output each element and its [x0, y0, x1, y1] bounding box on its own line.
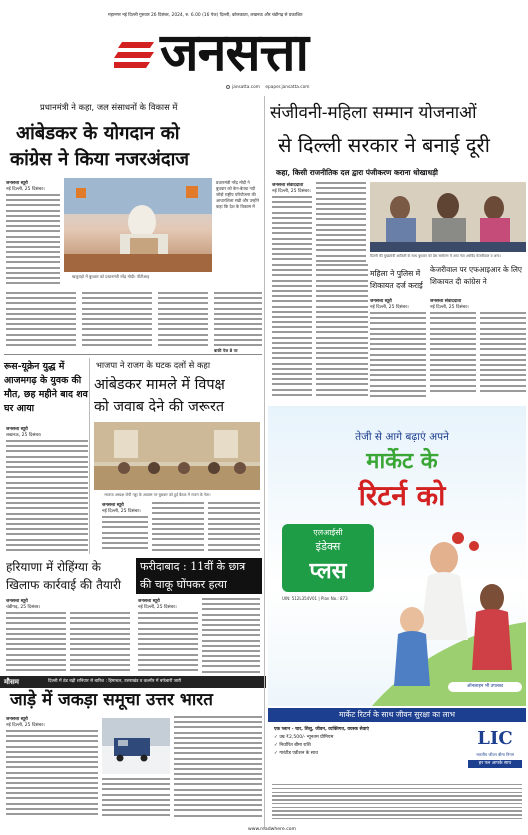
- story-haryana: [4, 558, 132, 676]
- ad-partner: ऑनलाइन भी उपलब्ध: [448, 682, 522, 692]
- story5-headline: रूस-यूक्रेन युद्ध में आजमगढ़ के युवक की मौत, छह महीने बाद शव घर आया: [4, 361, 88, 414]
- dateline-text: महानगर नई दिल्ली गुरुवार 26 दिसंबर, 2024, रु. 6.00 (16 पेज) दिल्ली, कोलकाता, लखनऊ और चंडीगढ़ से प्रकाशित: [108, 13, 303, 18]
- story4-body-col1: [430, 312, 476, 396]
- weather-body-col1: [6, 730, 98, 820]
- story5-byline: जनसत्ता ब्यूरो: [6, 427, 28, 432]
- ad-line2: मार्केट के: [366, 448, 438, 474]
- weather-headline: जाड़े में जकड़ा समूचा उत्तर भारत: [10, 690, 213, 710]
- masthead-title: जनसत्ता: [160, 23, 308, 83]
- benefit-1: एक प्लान - चार, शिशु, जीवन, व्यक्तिगत, वयस्क सेवाएं: [274, 727, 369, 732]
- story1-kicker: प्रधानमंत्री ने कहा, जल संसाधनों के विकास में: [40, 102, 178, 112]
- story6-headline-1: आंबेडकर मामले में विपक्ष: [94, 377, 225, 393]
- story1-body-col3: [82, 292, 152, 350]
- lic-logo: [468, 728, 522, 778]
- weather-strap: दिल्ली में ठंड बढ़ी शनिवार से बारिश : हिमाचल, उत्तराखंड व कश्मीर में बर्फबारी जारी: [48, 679, 182, 684]
- weather-dateline: नई दिल्ली, 25 दिसंबर।: [6, 723, 45, 728]
- story1-dateline: नई दिल्ली, 25 दिसंबर।: [6, 187, 45, 192]
- story7-body-col1: [6, 612, 66, 674]
- benefit-2: ✓ उम्र ₹2,500/- न्यूनतम प्रीमियम: [274, 735, 334, 740]
- story4-byline: जनसत्ता संवाददाता: [430, 299, 462, 304]
- story7-body-col2: [70, 612, 130, 674]
- ad-family-photo: [372, 510, 526, 706]
- story6-body-col2: [152, 502, 204, 552]
- ad-disclaimer: [272, 784, 522, 826]
- story7-headline-1: हरियाणा में रोहिंग्या के: [6, 560, 102, 574]
- story5-dateline: लखनऊ, 25 दिसंबर।: [6, 433, 42, 438]
- divider: [4, 354, 262, 355]
- ad-strip: [268, 708, 526, 722]
- weather-body-col2: [102, 778, 170, 820]
- story2-body-col3: [316, 264, 368, 404]
- story6-dateline: नई दिल्ली, 25 दिसंबर।: [102, 509, 141, 514]
- story8-body-col1: [138, 612, 198, 674]
- story1-byline: जनसत्ता ब्यूरो: [6, 181, 28, 186]
- logo-flag-icon: [114, 36, 164, 76]
- story-woman-complaint: [370, 268, 426, 402]
- story6-kicker: भाजपा ने राजग के घटक दलों से कहा: [96, 360, 211, 370]
- story8-headline-1: फरीदाबाद : 11वीं के छात्र: [140, 560, 246, 573]
- story6-photo: [94, 422, 260, 490]
- weather-byline: जनसत्ता ब्यूरो: [6, 717, 28, 722]
- story7-headline-2: खिलाफ कार्रवाई की तैयारी: [6, 578, 122, 592]
- story2-headline-1: संजीवनी-महिला सम्मान योजनाओं: [270, 103, 477, 123]
- story2-dateline: नई दिल्ली, 25 दिसंबर।: [272, 189, 311, 194]
- story4-dateline: नई दिल्ली, 25 दिसंबर।: [430, 305, 469, 310]
- weather-body-col3: [174, 716, 262, 820]
- ad-uin: UIN: 512L354V01 | Plan No.: 873: [282, 596, 348, 601]
- lic-advertisement[interactable]: [268, 406, 526, 828]
- story2-body-col1: [272, 196, 312, 262]
- story2-byline: जनसत्ता संवाददाता: [272, 183, 304, 188]
- story-congress-fir: [430, 264, 528, 404]
- story6-caption: भाजपा अध्यक्ष जेपी नड्डा के आवास पर बुधवार को हुई बैठक में राजग के नेता।: [104, 492, 211, 497]
- ad-badge: [282, 524, 374, 592]
- divider: [89, 358, 90, 554]
- ad-line3: रिटर्न को: [358, 479, 446, 512]
- weather-tag: मौसम: [4, 678, 19, 686]
- story6-headline-2: को जवाब देने की जरूरत: [94, 399, 225, 415]
- story-russia-ukraine: [4, 358, 88, 558]
- weather-strip: [0, 676, 266, 688]
- website-line: [232, 85, 372, 91]
- story3-dateline: नई दिल्ली, 25 दिसंबर।: [370, 305, 409, 310]
- story2-caption: दिल्ली की मुख्यमंत्री आतिशी के साथ बुधवार को प्रेस सम्मेलन में आप नेता अरविंद केजरीवाल व अन्य।: [370, 254, 501, 258]
- dateline-bar: [108, 12, 498, 20]
- story8-byline: जनसत्ता ब्यूरो: [138, 599, 160, 604]
- story2-subhead: कहा, किसी राजनीतिक दल द्वारा पंजीकरण कराना धोखाधड़ी: [276, 168, 438, 177]
- epaper-link[interactable]: epaper.jansatta.com: [265, 85, 310, 90]
- story7-dateline: चंडीगढ़, 25 दिसंबर।: [6, 605, 41, 610]
- story3-byline: जनसत्ता ब्यूरो: [370, 299, 392, 304]
- story3-body: [370, 312, 426, 400]
- story8-headline-2: की चाकू घोंपकर हत्या: [140, 578, 227, 591]
- story8-body-col2: [202, 598, 260, 674]
- story-ambedkar: [0, 96, 262, 292]
- story4-headline: केजरीवाल पर एफआइआर के लिए शिकायत दी कांग्रेस ने: [430, 265, 522, 286]
- story-delhi-govt: [266, 96, 528, 258]
- story-faridabad: [136, 558, 262, 676]
- story1-headline-1: आंबेडकर के योगदान को: [16, 123, 180, 144]
- ad-strip-text: मार्केट रिटर्न के साथ जीवन सुरक्षा का लाभ: [339, 710, 455, 719]
- story1-headline-2: कांग्रेस ने किया नजरअंदाज: [10, 149, 190, 170]
- benefit-3: ✓ निर्धारित बीमा राशि: [274, 743, 311, 748]
- story1-caption: खजुराहो में बुधवार को प्रधानमंत्री नरेंद्र मोदी। पीटीआइ: [72, 274, 150, 279]
- story2-headline-2: से दिल्ली सरकार ने बनाई दूरी: [278, 133, 490, 157]
- divider: [264, 96, 265, 828]
- lic-tagline: हर पल आपके साथ: [468, 760, 522, 768]
- story2-body-col0: [272, 264, 312, 404]
- story6-body-col3: [208, 502, 260, 552]
- story1-photo: [64, 178, 212, 272]
- website-link[interactable]: jansatta.com: [232, 85, 260, 90]
- badge-top: एलआईसी: [313, 528, 343, 537]
- story6-byline: जनसत्ता ब्यूरो: [102, 503, 124, 508]
- story8-dateline: नई दिल्ली, 25 दिसंबर।: [138, 605, 177, 610]
- story3-headline: महिला ने पुलिस में शिकायत दर्ज कराई: [370, 269, 423, 290]
- weather-photo: [102, 718, 170, 774]
- globe-icon: [226, 85, 230, 89]
- story2-photo: [370, 182, 526, 252]
- story1-body-col2: [6, 292, 76, 350]
- badge-big: प्लस: [309, 558, 347, 584]
- lic-logo-sub: भारतीय जीवन बीमा निगम: [475, 752, 515, 757]
- story4-body-col2: [480, 312, 526, 396]
- story6-body-col1: [102, 516, 148, 552]
- story7-byline: जनसत्ता ब्यूरो: [6, 599, 28, 604]
- badge-mid: इंडेक्स: [315, 540, 341, 553]
- story1-more[interactable]: बाकी पेज 8 पर: [214, 348, 238, 353]
- footer-url[interactable]: www.readwhere.com: [247, 827, 297, 832]
- lic-logo-text: LIC: [477, 728, 513, 749]
- masthead: [0, 0, 528, 92]
- story2-body-col2: [316, 182, 366, 262]
- ad-benefits: [274, 726, 464, 778]
- story1-side-text: प्रधानमंत्री नरेंद्र मोदी ने बुधवार को केन-बेतवा नदी जोड़ो राष्ट्रीय परियोजना की आधारशिला रखी और उन्होंने कहा कि देश के विकास में: [216, 180, 259, 209]
- story-bjp-nda: [90, 358, 262, 554]
- ad-line1: तेजी से आगे बढ़ाएं अपने: [355, 431, 449, 443]
- story5-body: [6, 440, 88, 556]
- story1-body-col1: [6, 194, 60, 286]
- benefit-4: ✓ गारंटीड एडीशन के साथ: [274, 751, 318, 756]
- story1-body-col5: [214, 292, 262, 350]
- story1-body-col4: [158, 292, 208, 350]
